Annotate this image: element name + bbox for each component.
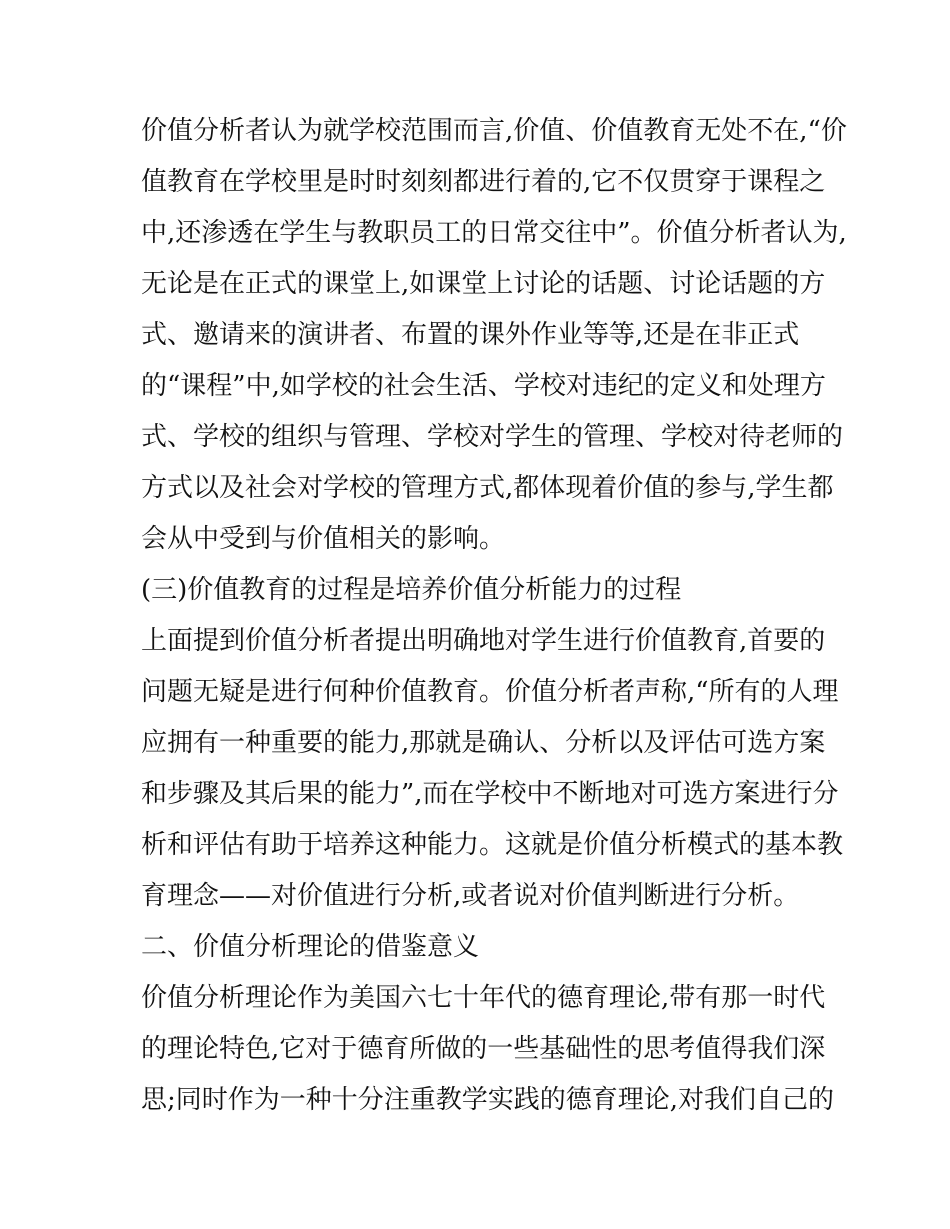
body-text: [141, 106, 847, 1126]
text-line: 价值分析理论作为美国六七十年代的德育理论,带有那一时代: [141, 983, 826, 1013]
text-line: 会从中受到与价值相关的影响。: [141, 524, 506, 554]
text-line: 析和评估有助于培养这种能力。这就是价值分析模式的基本教: [141, 830, 844, 860]
text-line: 育理念——对价值进行分析,或者说对价值判断进行分析。: [141, 881, 800, 911]
text-line: 方式以及社会对学校的管理方式,都体现着价值的参与,学生都: [141, 473, 834, 503]
text-line: 中,还渗透在学生与教职员工的日常交往中”。价值分析者认为,: [141, 218, 847, 248]
text-line: 式、学校的组织与管理、学校对学生的管理、学校对待老师的: [141, 422, 844, 452]
text-line: 和步骤及其后果的能力”,而在学校中不断地对可选方案进行分: [141, 779, 839, 809]
text-line: 价值分析者认为就学校范围而言,价值、价值教育无处不在,“价: [141, 116, 847, 146]
text-line: 思;同时作为一种十分注重教学实践的德育理论,对我们自己的: [141, 1085, 835, 1115]
text-line: 应拥有一种重要的能力,那就是确认、分析以及评估可选方案: [141, 728, 826, 758]
text-line: 式、邀请来的演讲者、布置的课外作业等等,还是在非正式: [141, 320, 800, 350]
text-line: 无论是在正式的课堂上,如课堂上讨论的话题、讨论话题的方: [141, 269, 826, 299]
text-line: 值教育在学校里是时时刻刻都进行着的,它不仅贯穿于课程之: [141, 167, 826, 197]
text-line: 上面提到价值分析者提出明确地对学生进行价值教育,首要的: [141, 626, 826, 656]
text-line: 问题无疑是进行何种价值教育。价值分析者声称,“所有的人理: [141, 677, 839, 707]
section-heading: (三)价值教育的过程是培养价值分析能力的过程: [141, 575, 682, 605]
text-line: 的“课程”中,如学校的社会生活、学校对违纪的定义和处理方: [141, 371, 826, 401]
section-heading: 二、价值分析理论的借鉴意义: [141, 932, 480, 962]
text-line: 的理论特色,它对于德育所做的一些基础性的思考值得我们深: [141, 1034, 826, 1064]
